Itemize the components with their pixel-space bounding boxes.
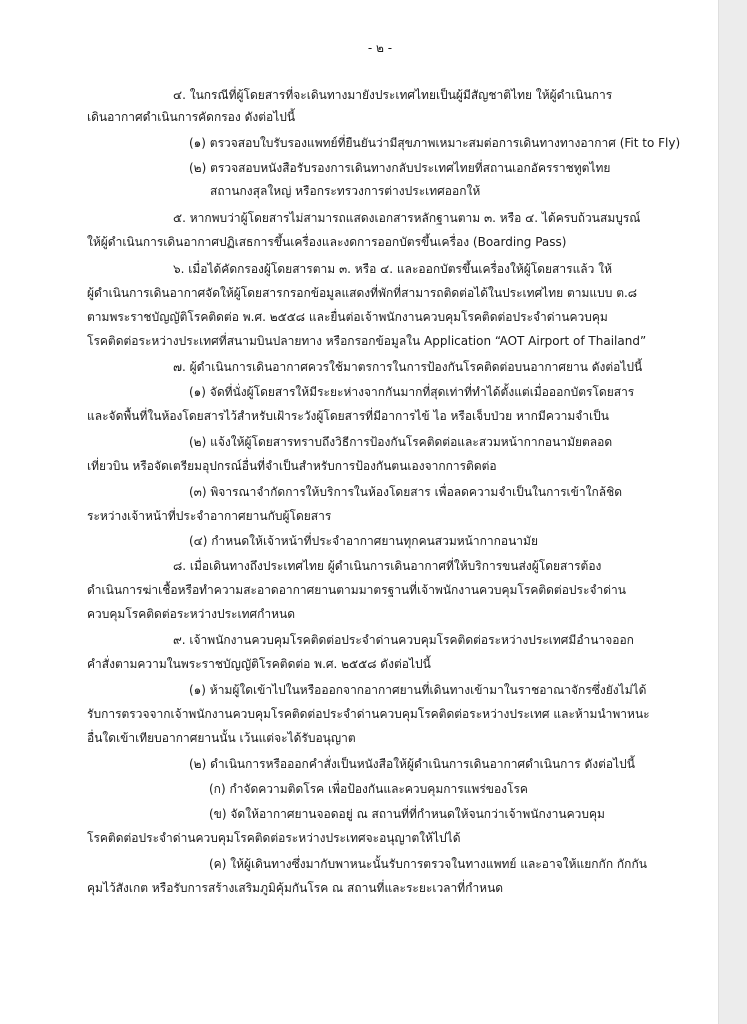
item-7-1-line-2: และจัดพื้นที่ในห้องโดยสารไว้สำหรับเฝ้าระวังผู้โดยสารที่มีอาการไข้ ไอ หรือเจ็บป่วย หากมีความจำเป็น (87, 409, 609, 423)
paragraph-8-line-2: ดำเนินการฆ่าเชื้อหรือทำความสะอาดอากาศยานตามมาตรฐานที่เจ้าพนักงานควบคุมโรคติดต่อประจำด่าน (87, 583, 626, 597)
paragraph-6-line-3: ตามพระราชบัญญัติโรคติดต่อ พ.ศ. ๒๕๕๘ และยื่นต่อเจ้าพนักงานควบคุมโรคติดต่อประจำด่านควบคุม (87, 310, 608, 324)
item-9-1-line-2: รับการตรวจจากเจ้าพนักงานควบคุมโรคติดต่อประจำด่านควบคุมโรคติดต่อระหว่างประเทศ และห้ามนำพาหนะ (87, 707, 650, 721)
paragraph-8-line-1: ๘. เมื่อเดินทางถึงประเทศไทย ผู้ดำเนินการเดินอากาศที่ให้บริการขนส่งผู้โดยสารต้อง (173, 559, 602, 573)
paragraph-6-line-4: โรคติดต่อระหว่างประเทศที่สนามบินปลายทาง หรือกรอกข้อมูลใน Application “AOT Airport of Thailand” (87, 334, 647, 348)
item-9-1-line-3: อื่นใดเข้าเทียบอากาศยานนั้น เว้นแต่จะได้รับอนุญาต (87, 731, 356, 745)
item-7-2-line-2: เที่ยวบิน หรือจัดเตรียมอุปกรณ์อื่นที่จำเป็นสำหรับการป้องกันตนเองจากการติดต่อ (87, 459, 497, 473)
item-7-2-line-1: (๒) แจ้งให้ผู้โดยสารทราบถึงวิธีการป้องกันโรคติดต่อและสวมหน้ากากอนามัยตลอด (189, 435, 613, 449)
item-7-1-line-1: (๑) จัดที่นั่งผู้โดยสารให้มีระยะห่างจากกันมากที่สุดเท่าที่ทำได้ตั้งแต่เมื่อออกบัตรโดยสาร (189, 385, 635, 399)
item-7-3-line-1: (๓) พิจารณาจำกัดการให้บริการในห้องโดยสาร เพื่อลดความจำเป็นในการเข้าใกล้ชิด (189, 485, 623, 499)
item-7-3-line-2: ระหว่างเจ้าหน้าที่ประจำอากาศยานกับผู้โดยสาร (87, 509, 332, 523)
item-9-2: (๒) ดำเนินการหรือออกคำสั่งเป็นหนังสือให้ผู้ดำเนินการเดินอากาศดำเนินการ ดังต่อไปนี้ (189, 757, 635, 771)
paragraph-5-line-1: ๕. หากพบว่าผู้โดยสารไม่สามารถแสดงเอกสารหลักฐานตาม ๓. หรือ ๔. ได้ครบถ้วนสมบูรณ์ (173, 211, 641, 225)
item-9-2-c-line-2: คุมไว้สังเกต หรือรับการสร้างเสริมภูมิคุ้มกันโรค ณ สถานที่และระยะเวลาที่กำหนด (87, 881, 504, 895)
item-9-1-line-1: (๑) ห้ามผู้ใดเข้าไปในหรือออกจากอากาศยานที่เดินทางเข้ามาในราชอาณาจักรซึ่งยังไม่ได้ (189, 683, 647, 697)
paragraph-6-line-1: ๖. เมื่อได้คัดกรองผู้โดยสารตาม ๓. หรือ ๔. และออกบัตรขึ้นเครื่องให้ผู้โดยสารแล้ว ให้ (173, 262, 612, 276)
item-4-2-line-2: สถานกงสุลใหญ่ หรือกระทรวงการต่างประเทศออกให้ (210, 184, 481, 198)
paragraph-8-line-3: ควบคุมโรคติดต่อระหว่างประเทศกำหนด (87, 607, 296, 621)
paragraph-4-line-1: ๔. ในกรณีที่ผู้โดยสารที่จะเดินทางมายังประเทศไทยเป็นผู้มีสัญชาติไทย ให้ผู้ดำเนินการ (173, 88, 613, 102)
paragraph-4-line-2: เดินอากาศดำเนินการคัดกรอง ดังต่อไปนี้ (87, 110, 296, 124)
item-4-1: (๑) ตรวจสอบใบรับรองแพทย์ที่ยืนยันว่ามีสุขภาพเหมาะสมต่อการเดินทางทางอากาศ (Fit to Fly) (189, 136, 681, 150)
paragraph-9-line-2: คำสั่งตามความในพระราชบัญญัติโรคติดต่อ พ.ศ. ๒๕๕๘ ดังต่อไปนี้ (87, 657, 431, 671)
item-9-2-c-line-1: (ค) ให้ผู้เดินทางซึ่งมากับพาหนะนั้นรับการตรวจในทางแพทย์ และอาจให้แยกกัก กักกัน (209, 857, 647, 871)
item-9-2-a: (ก) กำจัดความติดโรค เพื่อป้องกันและควบคุมการแพร่ของโรค (209, 782, 528, 796)
paragraph-5-line-2: ให้ผู้ดำเนินการเดินอากาศปฏิเสธการขึ้นเครื่องและงดการออกบัตรขึ้นเครื่อง (Boarding Pass) (87, 235, 567, 249)
page-number: - ๒ - (367, 41, 393, 55)
item-9-2-b-line-1: (ข) จัดให้อากาศยานจอดอยู่ ณ สถานที่ที่กำหนดให้จนกว่าเจ้าพนักงานควบคุม (209, 807, 605, 821)
paragraph-9-line-1: ๙. เจ้าพนักงานควบคุมโรคติดต่อประจำด่านควบคุมโรคติดต่อระหว่างประเทศมีอำนาจออก (173, 633, 634, 647)
item-4-2-line-1: (๒) ตรวจสอบหนังสือรับรองการเดินทางกลับประเทศไทยที่สถานเอกอัครราชทูตไทย (189, 161, 611, 175)
paragraph-7-line-1: ๗. ผู้ดำเนินการเดินอากาศควรใช้มาตรการในการป้องกันโรคติดต่อบนอากาศยาน ดังต่อไปนี้ (173, 360, 643, 374)
paragraph-6-line-2: ผู้ดำเนินการเดินอากาศจัดให้ผู้โดยสารกรอกข้อมูลแสดงที่พักที่สามารถติดต่อได้ในประเทศไทย ตามแบบ ต.๘ (87, 286, 638, 300)
viewer-side-margin (718, 0, 747, 1024)
item-9-2-b-line-2: โรคติดต่อประจำด่านควบคุมโรคติดต่อระหว่างประเทศจะอนุญาตให้ไปได้ (87, 831, 461, 845)
item-7-4: (๔) กำหนดให้เจ้าหน้าที่ประจำอากาศยานทุกคนสวมหน้ากากอนามัย (189, 534, 538, 548)
